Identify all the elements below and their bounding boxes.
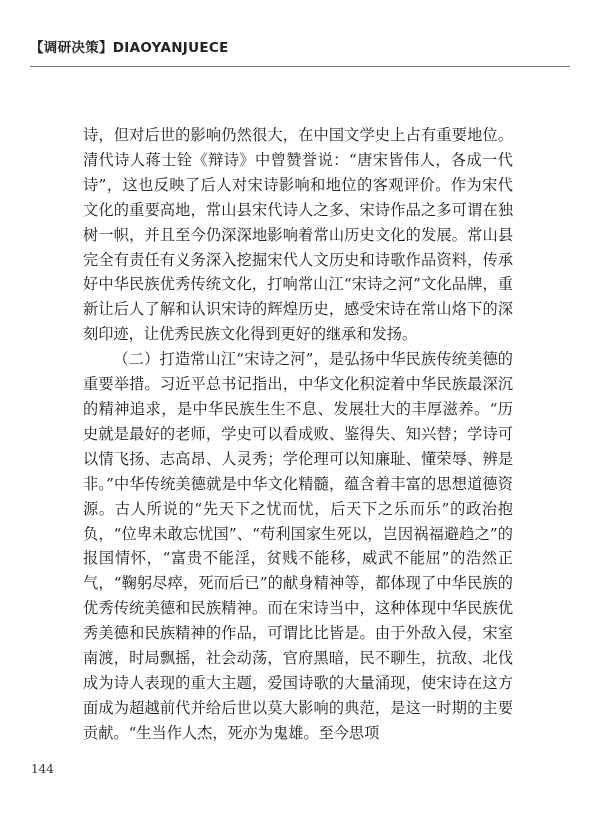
paragraph-continued: 诗，但对后世的影响仍然很大，在中国文学史上占有重要地位。清代诗人蒋士铨《辩诗》中曾赞誉说：“唐宋皆伟人，各成一代诗”，这也反映了后人对宋诗影响和地位的客观评价。作为宋代文化的重要高地，常山县宋代诗人之多、宋诗作品之多可谓在独树一帜，并且至今仍深深地影响着常山历史文化的发展。常山县完全有责任有义务深入挖掘宋代人文历史和诗歌作品资料，传承好中华民族优秀传统文化，打响常山江“宋诗之河”文化品牌，重新让后人了解和认识宋诗的辉煌历史，感受宋诗在常山烙下的深刻印迹，让优秀民族文化得到更好的继承和发扬。 <box>83 126 513 344</box>
paragraph-section-two: （二）打造常山江“宋诗之河”，是弘扬中华民族传统美德的重要举措。习近平总书记指出，中华文化积淀着中华民族最深沉的精神追求，是中华民族生生不息、发展壮大的丰厚滋养。“历史就是最好的老师，学史可以看成败、鉴得失、知兴替；学诗可以情飞扬、志高昂、人灵秀；学伦理可以知廉耻、懂荣辱、辨是非。”中华传统美德就是中华文化精髓，蕴含着丰富的思想道德资源。古人所说的“先天下之忧而忧，后天下之乐而乐”的政治抱负，“位卑未敢忘忧国”、“苟利国家生死以，岂因祸福避趋之”的报国情怀，“富贵不能淫，贫贱不能移，威武不能屈”的浩然正气，“鞠躬尽瘁，死而后已”的献身精神等，都体现了中华民族的优秀传统美德和民族精神。而在宋诗当中，这种体现中华民族优秀美德和民族精神的作品，可谓比比皆是。由于外敌入侵，宋室南渡，时局飘摇，社会动荡，官府黑暗，民不聊生，抗敌、北伐成为诗人表现的重大主题，爱国诗歌的大量涌现，使宋诗在这方面成为超越前代并给后世以莫大影响的典范，是这一时期的主要贡献。“生当作人杰，死亦为鬼雄。至今思项 <box>83 350 513 742</box>
page-number: 144 <box>31 762 54 776</box>
header-divider <box>30 66 570 67</box>
running-header: 【调研决策】DIAOYANJUECE <box>30 40 229 56</box>
article-body <box>83 123 513 746</box>
